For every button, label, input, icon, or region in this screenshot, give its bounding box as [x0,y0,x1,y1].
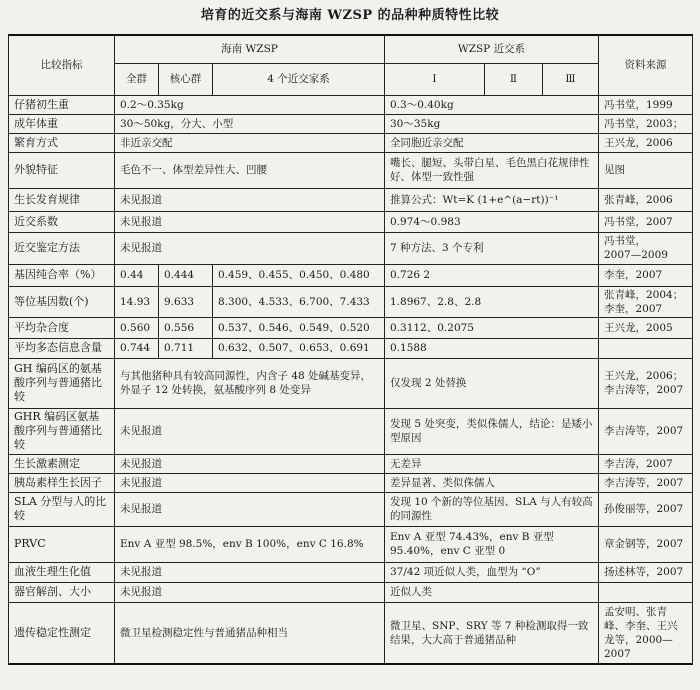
inbred-value: 差异显著、类似侏儒人 [385,473,599,492]
row-label: 生长发育规律 [9,188,115,211]
inbred-value: 0.974～0.983 [385,211,599,232]
row-label: 外貌特征 [9,152,115,188]
row-label: 器官解剖、大小 [9,582,115,602]
inbred-value: 微卫星、SNP、SRY 等 7 种检测取得一致结果，大大高于普通猪品种 [385,602,599,664]
header-whole: 全群 [115,63,159,95]
header-line-1: Ⅰ [385,63,485,95]
header-core: 核心群 [159,63,213,95]
inbred-value: 发现 10 个新的等位基因、SLA 与人有较高的同源性 [385,492,599,526]
row-label: 近交系数 [9,211,115,232]
inbred-value: 37/42 项近似人类，血型为 “O” [385,562,599,582]
source-cell [599,582,693,602]
hainan-value: 0.2～0.35kg [115,95,385,114]
core-value: 0.556 [159,317,213,338]
table-row [9,317,693,338]
inbred-value: 仅发现 2 处替换 [385,358,599,408]
inbred-value: 0.1588 [385,338,599,358]
inbred-value: 无差异 [385,454,599,473]
row-label: 平均杂合度 [9,317,115,338]
source-line: 李奎，2007 [604,302,663,315]
source-line: 李吉涛等，2007 [604,384,684,396]
row-label: 胰岛素样生长因子 [9,473,115,492]
table-row [9,211,693,232]
table-row [9,408,693,454]
inbred-value: 0.3112、0.2075 [385,317,599,338]
row-label: 繁育方式 [9,133,115,152]
inbred-value: 1.8967、2.8、2.8 [385,286,599,317]
comparison-table [8,34,693,665]
row-label: 等位基因数(个) [9,286,115,317]
hainan-value: 非近亲交配 [115,133,385,152]
table-row [9,526,693,562]
header-line-3: Ⅲ [543,63,599,95]
row-label: 血液生理生化值 [9,562,115,582]
table-row [9,232,693,264]
inbred-value: 推算公式：Wt=K (1+e^(a−rt))⁻¹ [385,188,599,211]
table-row [9,133,693,152]
table-row [9,338,693,358]
core-value: 0.711 [159,338,213,358]
row-label: 近交鉴定方法 [9,232,115,264]
hainan-value: 与其他猪种具有较高同源性，内含子 48 处碱基变异，外显子 12 处转换，氨基酸序列 8 处变异 [115,358,385,408]
core-value: 0.444 [159,264,213,286]
inbred-value: 0.3～0.40kg [385,95,599,114]
row-label: 平均多态信息含量 [9,338,115,358]
hainan-value: 未见报道 [115,492,385,526]
hainan-value: 未见报道 [115,188,385,211]
inbred-value: Env A 亚型 74.43%，env B 亚型 95.40%，env C 亚型 0 [385,526,599,562]
whole-value: 0.744 [115,338,159,358]
source-cell: 章金钢等，2007 [599,526,693,562]
table-row [9,286,693,317]
header-inbred: WZSP 近交系 [385,35,599,63]
table-row [9,264,693,286]
row-label: GH 编码区的氨基酸序列与普通猪比较 [9,358,115,408]
table-row [9,188,693,211]
row-label: 成年体重 [9,114,115,133]
inbred-value: 30～35kg [385,114,599,133]
source-cell: 见图 [599,152,693,188]
source-cell: 李奎，2007 [599,264,693,286]
source-cell: 李吉涛，2007 [599,454,693,473]
hainan-value: 未见报道 [115,454,385,473]
source-cell: 李吉涛等，2007 [599,408,693,454]
hainan-value: 微卫星检测稳定性与普通猪品种相当 [115,602,385,664]
hainan-value: 未见报道 [115,408,385,454]
core-value: 9.633 [159,286,213,317]
inbred-value: 嘴长、腿短、头带白星、毛色黑白花规律性好、体型一致性强 [385,152,599,188]
hainan-value: 未见报道 [115,211,385,232]
whole-value: 0.560 [115,317,159,338]
inbred-value: 0.726 2 [385,264,599,286]
whole-value: 14.93 [115,286,159,317]
table-row [9,473,693,492]
source-line: 2007—2009 [604,249,668,261]
source-line: 王兴龙，2006； [604,370,684,382]
hainan-value: 毛色不一、体型差异性大、凹腰 [115,152,385,188]
row-label: SLA 分型与人的比较 [9,492,115,526]
table-title: 培育的近交系与海南 WZSP 的品种种质特性比较 [200,8,500,23]
hainan-value: 未见报道 [115,582,385,602]
source-cell: 王兴龙，2006 [599,133,693,152]
source-cell: 冯书堂，1999 [599,95,693,114]
row-label: 遗传稳定性测定 [9,602,115,664]
inbred-value: 7 种方法、3 个专利 [385,232,599,264]
hainan-value: Env A 亚型 98.5%，env B 100%，env C 16.8% [115,526,385,562]
families-value: 0.459、0.455、0.450、0.480 [213,264,385,286]
source-line: 冯书堂， [604,235,646,247]
inbred-value: 全同胞近亲交配 [385,133,599,152]
table-row [9,602,693,664]
header-hainan: 海南 WZSP [115,35,385,63]
hainan-value: 未见报道 [115,232,385,264]
row-label: 生长激素测定 [9,454,115,473]
table-row [9,582,693,602]
table-row [9,492,693,526]
row-label: 基因纯合率（%） [9,264,115,286]
source-cell [599,232,693,264]
source-cell [599,358,693,408]
hainan-value: 未见报道 [115,473,385,492]
source-cell: 李吉涛等，2007 [599,473,693,492]
source-cell: 冯书堂，2003； [599,114,693,133]
table-row [9,114,693,133]
table-row [9,358,693,408]
source-cell: 孙俊丽等，2007 [599,492,693,526]
source-line: 张青峰，2004； [604,288,684,301]
hainan-value: 30～50kg，分大、小型 [115,114,385,133]
source-cell [599,338,693,358]
whole-value: 0.44 [115,264,159,286]
header-compare: 比较指标 [9,35,115,95]
table-row [9,562,693,582]
inbred-value: 近似人类 [385,582,599,602]
row-label: GHR 编码区氨基酸序列与普通猪比较 [9,408,115,454]
hainan-value: 未见报道 [115,562,385,582]
table-row [9,95,693,114]
header-line-2: Ⅱ [485,63,543,95]
source-cell [599,286,693,317]
row-label: 仔猪初生重 [9,95,115,114]
source-cell: 冯书堂，2007 [599,211,693,232]
families-value: 0.537、0.546、0.549、0.520 [213,317,385,338]
source-cell: 孟安明、张青峰、李奎、王兴龙等，2000—2007 [599,602,693,664]
families-value: 0.632、0.507、0.653、0.691 [213,338,385,358]
source-cell: 扬述林等，2007 [599,562,693,582]
families-value: 8.300、4.533、6.700、7.433 [213,286,385,317]
source-cell: 张青峰，2006 [599,188,693,211]
inbred-value: 发现 5 处突变，类似侏儒人，结论：是矮小型原因 [385,408,599,454]
table-row [9,152,693,188]
row-label: PRVC [9,526,115,562]
source-cell: 王兴龙，2005 [599,317,693,338]
header-source: 资料来源 [599,35,693,95]
header-four-families: 4 个近交家系 [213,63,385,95]
table-row [9,454,693,473]
